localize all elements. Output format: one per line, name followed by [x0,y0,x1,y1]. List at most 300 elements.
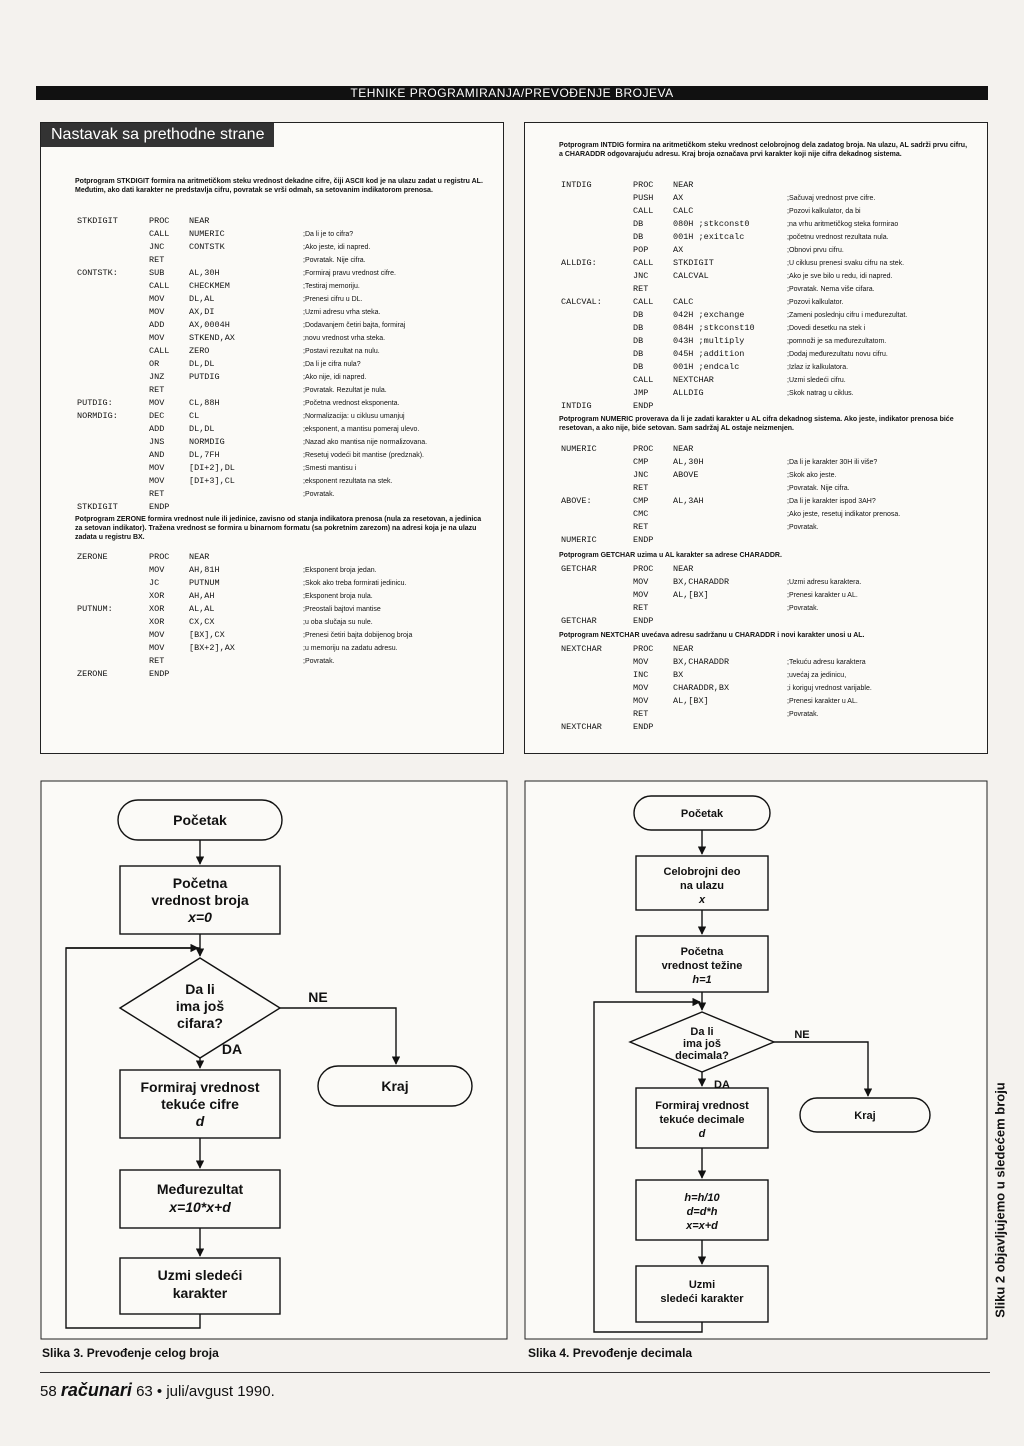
code-line [77,668,497,681]
code-label: NORMDIG: [77,411,118,421]
code-operand: CX,CX [189,617,215,627]
code-operand: AX,0004H [189,320,230,330]
code-opcode: MOV [149,565,165,575]
code-line [561,270,981,283]
code-operand: 084H ;stkconst10 [673,323,755,333]
code-comment: ;Povratak. Nije cifra. [787,485,850,492]
code-opcode: DB [633,310,644,320]
code-line [77,241,497,254]
getchar-listing [561,563,981,633]
code-comment: ;Prenesi četiri bajta dobijenog broja [303,632,413,639]
nextchar-listing [561,643,981,743]
left-code-panel [40,122,504,754]
code-line [561,218,981,231]
code-line [561,205,981,218]
form-line3: d [195,1113,205,1129]
intdig-description: Potprogram INTDIG formira na aritmetičkom steku vrednost celobrojnog dela zadatog broja. Na ulazu, AL sadrži prvu cifru, a CHARADDR odgovarajuću adresu. Kraj broja označava prvi karakter koji nije cifra dekadnog sistema. [559,142,968,158]
code-opcode: XOR [149,604,165,614]
input-line3: x [698,894,706,906]
code-line [561,708,981,721]
code-label: CALCVAL: [561,297,602,307]
code-opcode: JNS [149,437,165,447]
code-comment: ;i koriguj vrednost varijable. [787,685,872,692]
code-comment: ;Obnovi prvu cifru. [787,247,844,254]
page-number: 58 [40,1383,57,1400]
code-operand: [BX],CX [189,630,225,640]
code-comment: ;Povratak. Nema više cifara. [787,286,875,293]
code-operand: CL [189,411,200,421]
code-opcode: MOV [633,657,649,667]
code-operand: CALCVAL [673,271,709,281]
code-opcode: MOV [149,630,165,640]
yes-label: DA [221,1041,243,1057]
getchar-description: Potprogram GETCHAR uzima u AL karakter sa adrese CHARADDR. [559,552,782,559]
code-comment: ;Postavi rezultat na nulu. [303,348,380,355]
code-opcode: CALL [149,229,170,239]
code-line [77,655,497,668]
code-label: PUTDIG: [77,398,113,408]
numeric-listing [561,443,981,553]
code-comment: ;Pozovi kalkulator. [787,299,844,306]
no-label: NE [794,1029,810,1041]
code-opcode: PROC [633,564,654,574]
code-comment: ;Povratak. [303,658,335,665]
code-label: NEXTCHAR [561,644,602,654]
code-operand: [BX+2],AX [189,643,235,653]
code-line [561,721,981,734]
code-comment: ;Formiraj pravu vrednost cifre. [303,270,396,277]
next-line1: Uzmi [688,1279,716,1291]
code-label: ZERONE [77,552,108,562]
code-comment: ;u oba slučaja su nule. [303,619,373,626]
code-comment: ;Zameni poslednju cifru i međurezultat. [787,312,908,319]
code-comment: ;Uzmi adresu karaktera. [787,579,862,586]
code-comment: ;eksponent, a mantisu pomeraj ulevo. [303,426,420,433]
code-line [77,267,497,280]
code-opcode: DB [633,323,644,333]
code-opcode: JNC [633,271,649,281]
code-opcode: ENDP [633,401,654,411]
code-comment: ;Povratak. Nije cifra. [303,257,366,264]
code-opcode: PUSH [633,193,654,203]
code-line [561,179,981,192]
code-operand: NEAR [673,180,694,190]
code-line [77,254,497,267]
code-opcode: CMC [633,509,649,519]
decision-line2: ima još [175,998,225,1014]
code-line [77,228,497,241]
right-code-panel [524,122,988,754]
code-label: ALLDIG: [561,258,597,268]
side-note-text: Sliku 2 objavljujemo u sledećem broju [992,1082,1008,1318]
end-label: Kraj [854,1110,876,1122]
code-line [77,397,497,410]
code-opcode: MOV [149,643,165,653]
code-line [561,534,981,547]
code-opcode: MOV [149,398,165,408]
code-operand: 042H ;exchange [673,310,745,320]
code-comment: ;Pozovi kalkulator, da bi [787,208,861,215]
code-comment: ;početnu vrednost rezultata nula. [787,234,889,241]
code-comment: ;Povratak. [787,605,819,612]
code-comment: ;Ako jeste, idi napred. [303,244,371,251]
code-operand: AL,[BX] [673,590,709,600]
code-line [77,423,497,436]
code-operand: AL,3AH [673,496,704,506]
intdig-listing [561,179,981,419]
code-opcode: CALL [633,375,654,385]
code-opcode: XOR [149,591,165,601]
code-line [77,564,497,577]
code-operand: AL,30H [673,457,704,467]
code-opcode: DB [633,336,644,346]
code-opcode: JMP [633,388,649,398]
flowchart-decimal [524,780,988,1340]
code-comment: ;u memoriju na zadatu adresu. [303,645,398,652]
code-line [77,332,497,345]
code-operand: DL,7FH [189,450,220,460]
code-line [561,521,981,534]
code-opcode: DB [633,349,644,359]
magazine-logo: računari [60,1380,132,1400]
next-line2: sledeći karakter [660,1293,744,1305]
code-operand: AX [673,245,684,255]
code-operand: NEAR [673,564,694,574]
figure3-caption: Slika 3. Prevođenje celog broja [42,1346,219,1360]
code-operand: DL,DL [189,424,215,434]
code-opcode: AND [149,450,165,460]
yes-label: DA [714,1079,730,1091]
code-line [561,192,981,205]
decision-line3: cifara? [177,1015,223,1031]
code-comment: ;Da li je karakter 30H ili više? [787,459,878,466]
code-opcode: MOV [633,590,649,600]
code-operand: AX [673,193,684,203]
code-opcode: JNZ [149,372,165,382]
code-label: INTDIG [561,401,592,411]
form-line3: d [698,1128,706,1140]
code-comment: ;Normalizacija: u ciklusu umanjuj [303,413,405,420]
end-label: Kraj [381,1078,409,1094]
code-opcode: CMP [633,496,649,506]
code-comment: ;Nazad ako mantisa nije normalizovana. [303,439,428,446]
form-line2: tekuće decimale [659,1114,745,1126]
code-opcode: DB [633,232,644,242]
calc-line2: d=d*h [686,1206,718,1218]
code-comment: ;Skok ako jeste. [787,472,837,479]
code-label: ZERONE [77,669,108,679]
code-opcode: XOR [149,617,165,627]
code-comment: ;Da li je cifra nula? [303,361,361,368]
inter-line2: x=10*x+d [169,1199,231,1215]
code-opcode: POP [633,245,649,255]
code-line [77,345,497,358]
code-line [561,244,981,257]
code-operand: AH,AH [189,591,215,601]
code-line [77,577,497,590]
page-footer [40,1380,275,1401]
numeric-description: Potprogram NUMERIC proverava da li je zadati karakter u AL cifra dekadnog sistema. Ako jeste, indikator prenosa biće resetovan, a ako nije, biće setovan. Sam sadržaj AL ostaje neizmenjen. [559,416,954,432]
code-opcode: CMP [633,457,649,467]
code-comment: ;Resetuj vodeći bit mantise (predznak). [303,452,424,459]
code-operand: BX,CHARADDR [673,657,730,667]
code-comment: ;Preostali bajtovi mantise [303,606,381,613]
code-comment: ;uvećaj za jedinicu, [787,672,847,679]
no-label: NE [308,989,328,1005]
code-opcode: CALL [149,281,170,291]
code-line [77,616,497,629]
code-opcode: SUB [149,268,165,278]
code-line [77,293,497,306]
code-opcode: ADD [149,320,165,330]
code-comment: ;na vrhu aritmetičkog steka formirao [787,221,899,228]
code-line [77,501,497,514]
code-label: STKDIGIT [77,216,118,226]
code-opcode: ENDP [633,535,654,545]
code-label: ABOVE: [561,496,592,506]
code-opcode: CALL [633,206,654,216]
code-opcode: JC [149,578,160,588]
zerone-listing [77,551,497,691]
code-operand: 001H ;endcalc [673,362,740,372]
code-opcode: MOV [149,463,165,473]
code-operand: AH,81H [189,565,220,575]
decision-line2: ima još [683,1038,721,1050]
input-line2: na ulazu [679,880,725,892]
code-line [561,602,981,615]
code-line [561,348,981,361]
code-line [561,469,981,482]
code-line [561,296,981,309]
code-opcode: JNC [633,470,649,480]
code-operand: 080H ;stkconst0 [673,219,750,229]
code-line [77,371,497,384]
code-opcode: ENDP [149,502,170,512]
code-comment: ;Tekuću adresu karaktera [787,659,866,666]
code-line [561,695,981,708]
code-line [77,384,497,397]
code-line [77,306,497,319]
code-comment: ;Eksponent broja jedan. [303,567,377,574]
code-comment: ;Ako nije, idi napred. [303,374,367,381]
decision-line1: Da li [690,1026,714,1038]
code-opcode: MOV [149,333,165,343]
code-operand: CHECKMEM [189,281,230,291]
code-opcode: DB [633,362,644,372]
code-operand: STKDIGIT [673,258,714,268]
code-line [561,495,981,508]
code-operand: NEAR [189,552,210,562]
code-comment: ;U ciklusu prenesi svaku cifru na stek. [787,260,905,267]
code-line [561,656,981,669]
decision-line1: Da li [185,981,215,997]
init-line2: vrednost težine [661,960,743,972]
code-line [77,590,497,603]
next-line1: Uzmi sledeći [157,1267,243,1283]
code-line [77,449,497,462]
code-operand: NEAR [673,644,694,654]
nextchar-description: Potprogram NEXTCHAR uvećava adresu sadržanu u CHARADDR i novi karakter unosi u AL. [559,632,865,639]
side-note [985,1060,1015,1340]
code-opcode: RET [633,483,649,493]
code-comment: ;Uzmi adresu vrha steka. [303,309,381,316]
code-line [77,319,497,332]
code-label: NUMERIC [561,444,597,454]
code-line [561,482,981,495]
code-label: STKDIGIT [77,502,118,512]
code-line [77,551,497,564]
code-opcode: RET [149,656,165,666]
code-line [77,642,497,655]
code-line [77,436,497,449]
code-line [561,443,981,456]
code-line [561,456,981,469]
code-operand: AL,30H [189,268,220,278]
code-comment: ;Eksponent broja nula. [303,593,373,600]
init-line1: Početna [172,875,228,891]
code-operand: NEAR [673,444,694,454]
code-opcode: OR [149,359,160,369]
code-opcode: DB [633,219,644,229]
code-line [561,283,981,296]
figure4-caption: Slika 4. Prevođenje decimala [528,1346,693,1360]
code-opcode: RET [633,284,649,294]
init-line3: h=1 [692,974,712,986]
code-opcode: RET [633,709,649,719]
code-operand: 043H ;multiply [673,336,745,346]
init-line3: x=0 [188,909,212,925]
code-comment: ;Dodavanjem četiri bajta, formiraj [303,322,406,329]
inter-line1: Međurezultat [156,1181,244,1197]
code-operand: [DI+3],CL [189,476,235,486]
code-comment: ;Sačuvaj vrednost prve cifre. [787,195,876,202]
code-comment: ;Da li je karakter ispod 3AH? [787,498,876,505]
code-comment: ;Skok natrag u ciklus. [787,390,854,397]
start-label: Početak [173,812,227,828]
code-line [77,215,497,228]
code-label: PUTNUM: [77,604,113,614]
code-comment: ;Ako jeste, resetuj indikator prenosa. [787,511,901,518]
code-operand: ABOVE [673,470,699,480]
code-operand: AX,DI [189,307,215,317]
code-comment: ;eksponent rezultata na stek. [303,478,393,485]
form-line1: Formiraj vrednost [655,1100,749,1112]
calc-line1: h=h/10 [684,1192,720,1204]
code-operand: CALC [673,206,694,216]
code-comment: ;Povratak. [787,524,819,531]
code-opcode: ENDP [633,616,654,626]
code-comment: ;Ako je sve bilo u redu, idi napred. [787,273,893,280]
code-opcode: RET [633,522,649,532]
code-comment: ;novu vrednost vrha steka. [303,335,386,342]
code-operand: NORMDIG [189,437,225,447]
code-opcode: RET [633,603,649,613]
code-operand: NUMERIC [189,229,225,239]
code-label: GETCHAR [561,564,597,574]
code-operand: [DI+2],DL [189,463,235,473]
code-operand: ALLDIG [673,388,704,398]
code-opcode: MOV [149,294,165,304]
code-comment: ;Prenesi karakter u AL. [787,592,858,599]
code-opcode: MOV [633,683,649,693]
code-line [561,682,981,695]
code-comment: ;Povratak. [787,711,819,718]
code-opcode: MOV [149,307,165,317]
code-operand: 045H ;addition [673,349,745,359]
code-operand: ZERO [189,346,210,356]
code-operand: CONTSTK [189,242,225,252]
code-comment: ;Povratak. [303,491,335,498]
code-operand: CHARADDR,BX [673,683,730,693]
code-opcode: JNC [149,242,165,252]
code-comment: ;Skok ako treba formirati jedinicu. [303,580,407,587]
code-line [561,309,981,322]
code-opcode: RET [149,255,165,265]
code-comment: ;Smesti mantisu i [303,465,357,472]
code-line [561,508,981,521]
code-line [77,488,497,501]
code-opcode: PROC [149,552,170,562]
stkdigit-listing [77,215,497,515]
init-line2: vrednost broja [151,892,249,908]
section-banner: TEHNIKE PROGRAMIRANJA/PREVOĐENJE BROJEVA [36,86,988,100]
form-line1: Formiraj vrednost [140,1079,260,1095]
init-line1: Početna [680,946,724,958]
code-opcode: PROC [633,180,654,190]
code-line [77,475,497,488]
code-opcode: PROC [633,644,654,654]
code-operand: BX,CHARADDR [673,577,730,587]
code-line [561,322,981,335]
code-line [561,361,981,374]
code-opcode: DEC [149,411,165,421]
input-line1: Celobrojni deo [663,866,741,878]
code-line [561,374,981,387]
code-line [561,335,981,348]
code-line [561,563,981,576]
issue-info: 63 • juli/avgust 1990. [136,1383,275,1400]
next-line2: karakter [172,1285,228,1301]
code-comment: ;Uzmi sledeći cifru. [787,377,846,384]
code-comment: ;Dovedi desetku na stek i [787,325,866,332]
code-opcode: RET [149,385,165,395]
code-comment: ;Izlaz iz kalkulatora. [787,364,849,371]
code-label: CONTSTK: [77,268,118,278]
code-comment: ;Dodaj međurezultatu novu cifru. [787,351,888,358]
code-operand: CL,88H [189,398,220,408]
code-operand: PUTNUM [189,578,220,588]
start-label: Početak [680,808,724,820]
code-label: INTDIG [561,180,592,190]
code-comment: ;Početna vrednost eksponenta. [303,400,400,407]
code-label: NUMERIC [561,535,597,545]
code-comment: ;Povratak. Rezultat je nula. [303,387,387,394]
code-operand: CALC [673,297,694,307]
code-line [561,387,981,400]
code-operand: AL,AL [189,604,215,614]
code-opcode: MOV [149,476,165,486]
code-operand: BX [673,670,684,680]
code-operand: STKEND,AX [189,333,235,343]
code-line [561,576,981,589]
code-opcode: PROC [149,216,170,226]
code-line [561,589,981,602]
code-operand: 001H ;exitcalc [673,232,745,242]
code-line [77,280,497,293]
code-operand: NEAR [189,216,210,226]
flowchart-integer [40,780,508,1340]
code-operand: AL,[BX] [673,696,709,706]
